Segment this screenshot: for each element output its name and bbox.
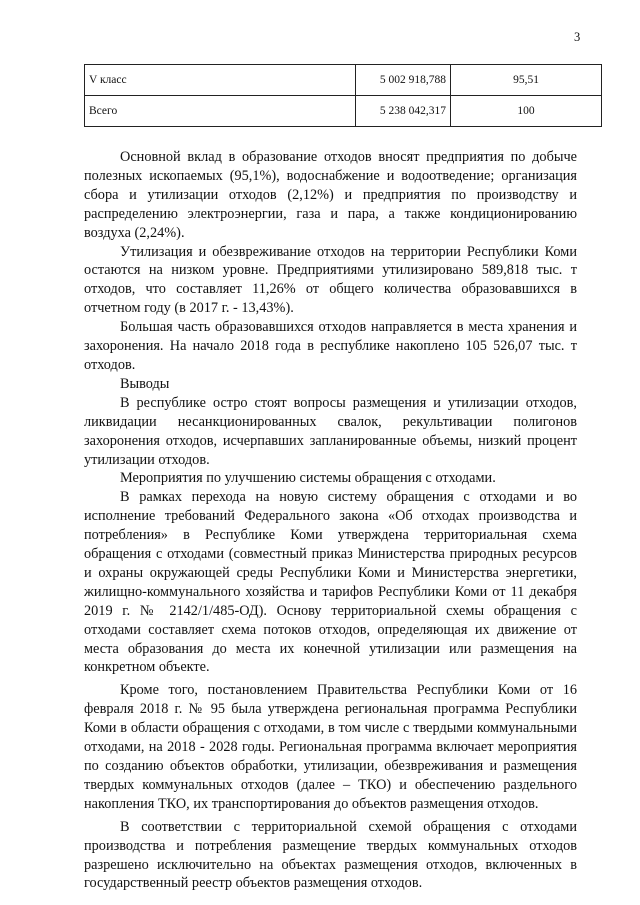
page-number: 3 <box>574 30 581 44</box>
paragraph: Мероприятия по улучшению системы обращения с отходами. <box>120 470 496 487</box>
paragraph: В рамках перехода на новую систему обращения с отходами и во исполнение требований Федерального закона «Об отходах производства и потребления» в Республике Коми утверждена территориальная схема обращения с отходами (совместный приказ Министерства природных ресурсов и охраны окружающей среды Республики Коми и Министерства энергетики, жилищно-коммунального хозяйства и тарифов Республики Коми от 11 декабря 2019 г. № 2142/1/485-ОД). Основу территориальной схемы обращения с отходами составляет схема потоков отходов, определяющая их движение от места образования до места их конечной утилизации или размещения на конкретном объекте. <box>84 489 577 676</box>
paragraph: В соответствии с территориальной схемой обращения с отходами производства и потребления размещение твердых коммунальных отходов разрешено исключительно на объектах размещения отходов, включенных в государственный реестр объектов размещения отходов. <box>84 818 577 892</box>
section-heading: Выводы <box>120 375 170 392</box>
paragraph: Основной вклад в образование отходов вносят предприятия по добыче полезных ископаемых (95,1%), водоснабжение и водоотведение; организация сбора и утилизации отходов (2,12%) и предприятия по производству и распределению электроэнергии, газа и пара, а также кондиционированию воздуха (2,24%). <box>84 149 577 241</box>
document-body <box>84 148 577 893</box>
table-cell-amount: 5 002 918,788 <box>356 65 451 96</box>
table-row <box>85 96 602 127</box>
paragraph: Кроме того, постановлением Правительства Республики Коми от 16 февраля 2018 г. № 95 была утверждена региональная программа Республики Коми в области обращения с отходами, в том числе с твердыми коммунальными отходами, на 2018 - 2028 годы. Региональная программа включает мероприятия по созданию объектов обработки, утилизации, обезвреживания и размещения твердых коммунальных отходов (далее – ТКО) и обеспечению раздельного накопления ТКО, их транспортирования до объектов размещения отходов. <box>84 682 577 812</box>
paragraph: Большая часть образовавшихся отходов направляется в места хранения и захоронения. На начало 2018 года в республике накоплено 105 526,07 тыс. т отходов. <box>84 319 577 373</box>
paragraph: Утилизация и обезвреживание отходов на территории Республики Коми остаются на низком уровне. Предприятиями утилизировано 589,818 тыс. т отходов, что составляет 11,26% от общего количества образовавшихся в отчетном году (в 2017 г. - 13,43%). <box>84 243 577 317</box>
table-cell-label: V класс <box>85 65 356 96</box>
waste-table <box>84 64 602 127</box>
table-row <box>85 65 602 96</box>
table-cell-amount: 5 238 042,317 <box>356 96 451 127</box>
table-cell-label: Всего <box>85 96 356 127</box>
paragraph: В республике остро стоят вопросы размещения и утилизации отходов, ликвидации несанкционированных свалок, рекультивации полигонов захоронения отходов, исчерпавших запланированные объемы, низкий процент утилизации отходов. <box>84 394 577 468</box>
table-cell-percent: 100 <box>451 96 602 127</box>
table-cell-percent: 95,51 <box>451 65 602 96</box>
